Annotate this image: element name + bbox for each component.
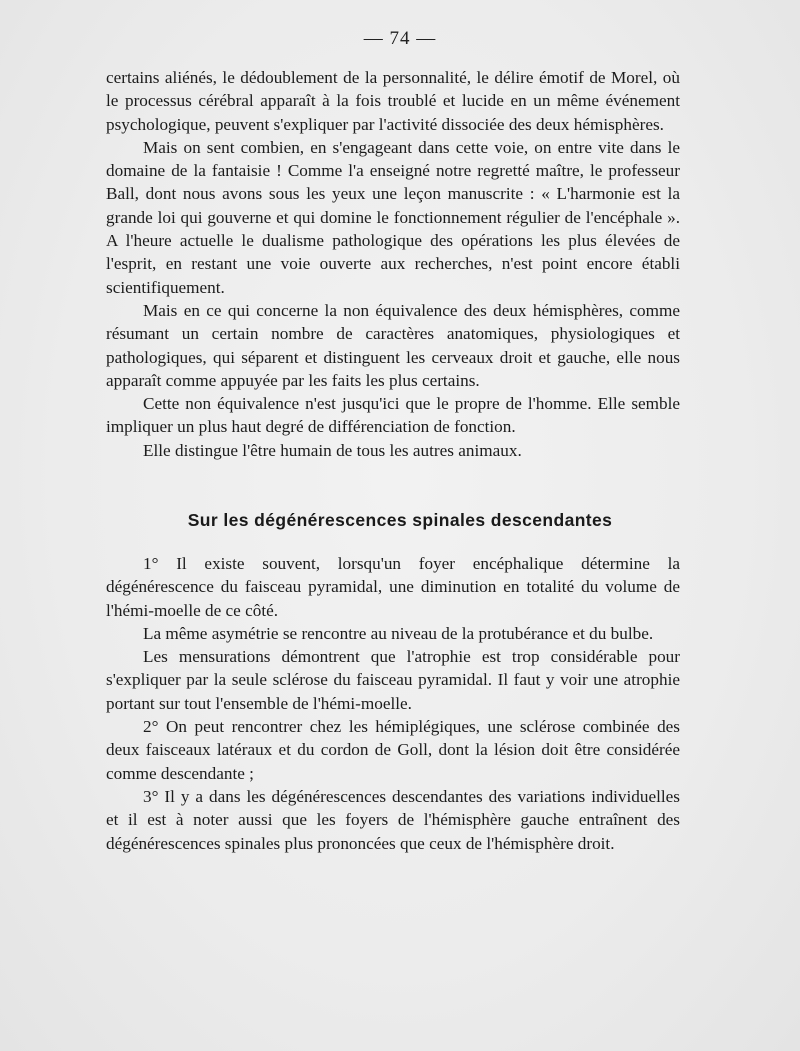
paragraph: Elle distingue l'être humain de tous les autres animaux. <box>143 440 522 460</box>
body-text-section <box>106 552 680 855</box>
paragraph: 2° On peut rencontrer chez les hémiplégiques, une sclérose combinée des deux faisceaux latéraux et du cordon de Goll, dont la lésion doit être considérée comme descendante ; <box>106 717 680 783</box>
paragraph: 1° Il existe souvent, lorsqu'un foyer encéphalique détermine la dégénérescence du faisceau pyramidal, une diminution en totalité du volume de l'hémi-moelle de ce côté. <box>106 554 680 620</box>
paragraph: 3° Il y a dans les dégénérescences descendantes des variations individuelles et il est à noter aussi que les foyers de l'hémisphère gauche entraînent des dégénérescences spinales plus prononcées que ceux de l'hémisphère droit. <box>106 786 680 853</box>
paragraph: Les mensurations démontrent que l'atrophie est trop considérable pour s'expliquer par la seule sclérose du faisceau pyramidal. Il faut y voir une atrophie portant sur tout l'ensemble de l'hémi-moelle. <box>106 647 680 713</box>
body-text-top <box>106 66 680 462</box>
page-number: — 74 — <box>363 28 437 49</box>
paragraph: La même asymétrie se rencontre au niveau de la protubérance et du bulbe. <box>143 623 654 643</box>
paragraph: Cette non équivalence n'est jusqu'ici que le propre de l'homme. Elle semble impliquer un plus haut degré de différenciation de fonction. <box>106 394 680 437</box>
paragraph: Mais on sent combien, en s'engageant dans cette voie, on entre vite dans le domaine de la fantaisie ! Comme l'a enseigné notre regretté maître, le professeur Ball, dont nous avons sous les yeux une leçon manuscrite : « L'harmonie est la grande loi qui gouverne et qui domine le fonctionnement régulier de l'encéphale ». A l'heure actuelle le dualisme pathologique des opérations les plus élevées de l'esprit, en restant une voie ouverte aux recherches, n'est point encore établi scientifiquement. <box>106 137 680 297</box>
paragraph: certains aliénés, le dédoublement de la personnalité, le délire émotif de Morel, où le processus cérébral apparaît à la fois troublé et lucide en un même événement psychologique, peuvent s'expliquer par l'activité dissociée des deux hémisphères. <box>106 68 680 134</box>
paragraph: Mais en ce qui concerne la non équivalence des deux hémisphères, comme résumant un certain nombre de caractères anatomiques, physiologiques et pathologiques, qui séparent et distinguent les cerveaux droit et gauche, elle nous apparaît comme appuyée par les faits les plus certains. <box>106 300 680 390</box>
section-heading: Sur les dégénérescences spinales descendantes <box>187 510 613 530</box>
